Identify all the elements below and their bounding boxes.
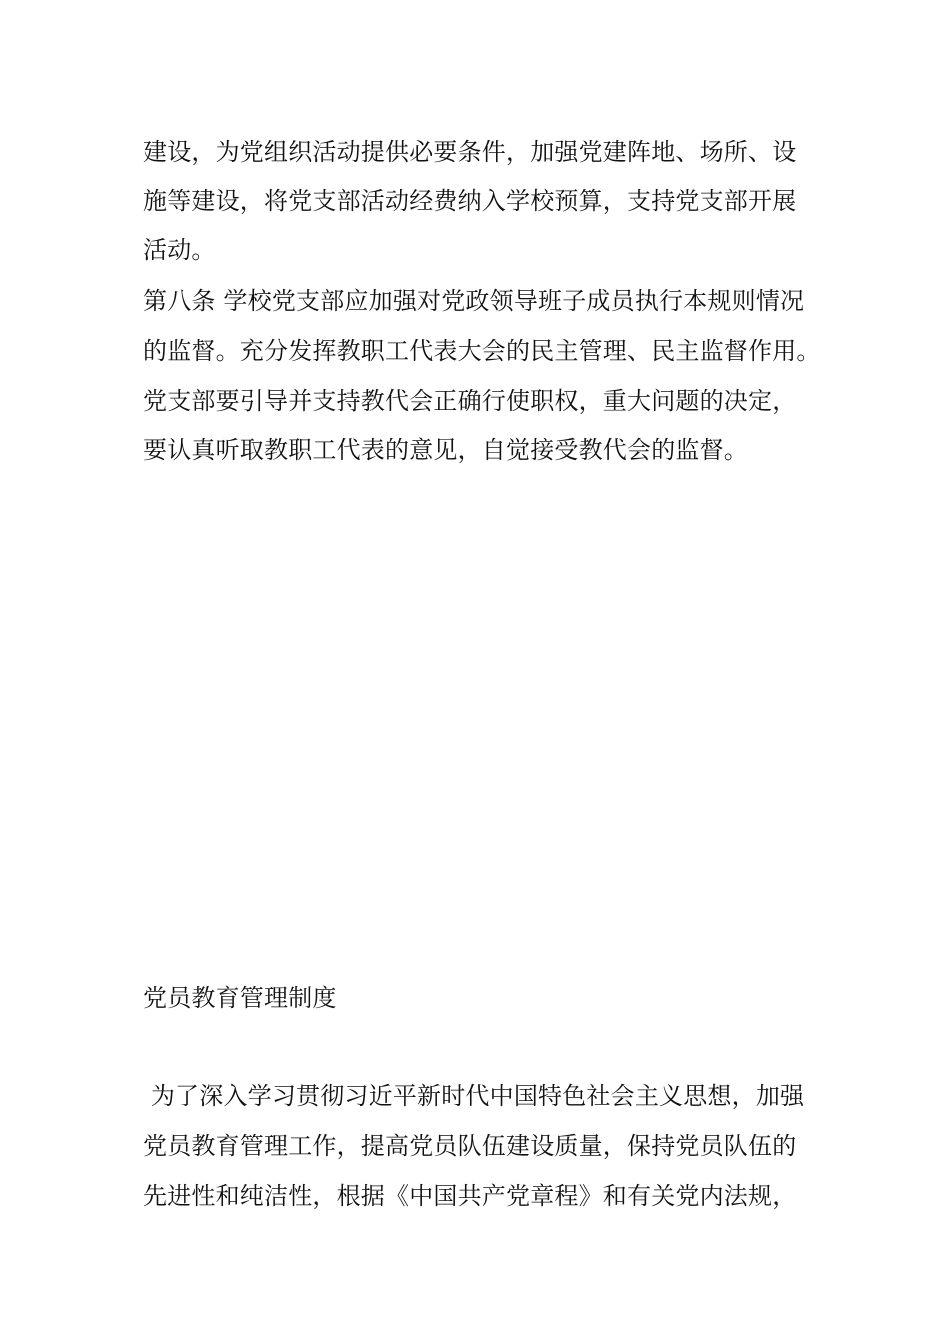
paragraph-line: 活动。	[143, 236, 216, 264]
article-line: 第八条 学校党支部应加强对党政领导班子成员执行本规则情况	[143, 287, 805, 315]
paragraph-line: 施等建设，将党支部活动经费纳入学校预算，支持党支部开展	[143, 187, 797, 215]
section-paragraph-line: 为了深入学习贯彻习近平新时代中国特色社会主义思想，加强	[143, 1082, 805, 1110]
article-line: 要认真听取教职工代表的意见，自觉接受教代会的监督。	[143, 436, 748, 464]
paragraph-line: 建设，为党组织活动提供必要条件，加强党建阵地、场所、设	[143, 138, 797, 166]
article-line: 的监督。充分发挥教职工代表大会的民主管理、民主监督作用。	[143, 337, 821, 365]
section-paragraph-line: 先进性和纯洁性，根据《中国共产党章程》和有关党内法规，	[143, 1182, 797, 1210]
section-paragraph-line: 党员教育管理工作，提高党员队伍建设质量，保持党员队伍的	[143, 1132, 797, 1160]
section-heading: 党员教育管理制度	[143, 984, 337, 1012]
article-line: 党支部要引导并支持教代会正确行使职权，重大问题的决定，	[143, 387, 797, 415]
